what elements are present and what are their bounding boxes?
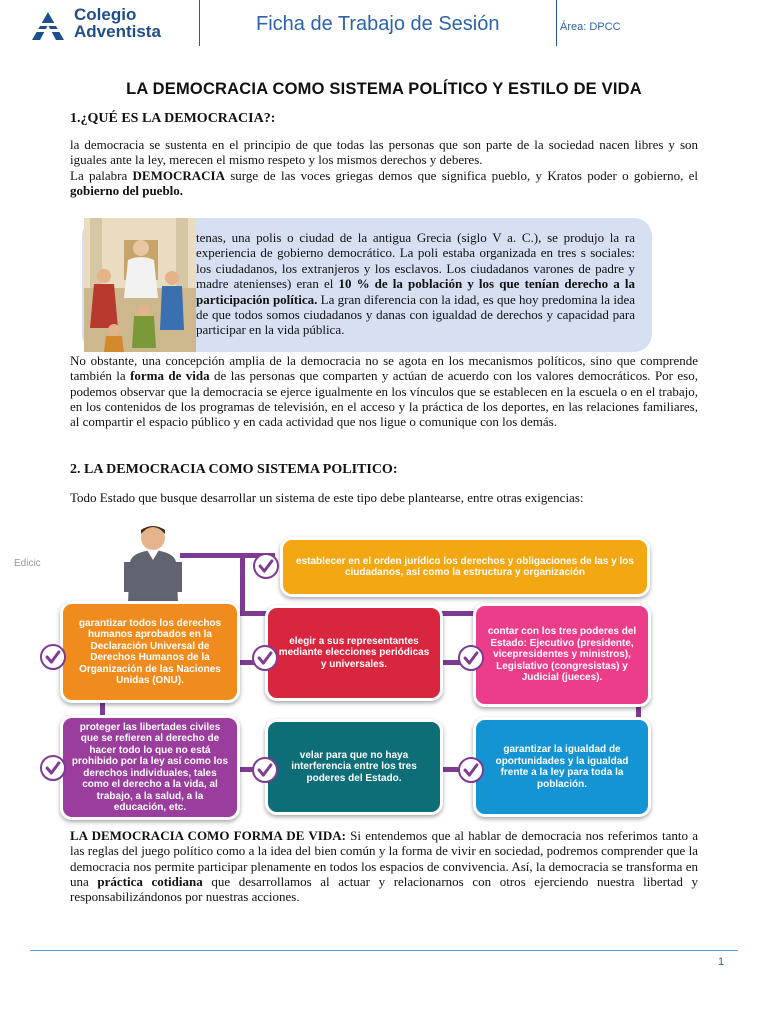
- school-name-line1: Colegio: [74, 5, 137, 24]
- check-icon: [40, 755, 66, 781]
- paragraph-definition: la democracia se sustenta en el principio de que todas las personas que son parte de la sociedad nacen libres y son iguales ante la ley, merecen el mismo respeto y los mismos derechos y deberes.: [70, 137, 698, 168]
- requirement-text: contar con los tres poderes del Estado: Ejecutivo (presidente, vicepresidentes y ministros), Legislativo (congresistas) y Judicial (jueces).: [487, 626, 637, 684]
- info-box-text: tenas, una polis o ciudad de la antigua Grecia (siglo V a. C.), se produjo la ra experiencia de gobierno democrático. La poli estaba organizada en tres s sociales: los ciudadanos, los extranjeros y los esclavos. Los ciudadanos varones de padre y madre atenienses) eran el 10 % de la población y los que tenían derecho a la participación política. La gran diferencia con la idad, es que hoy predomina la idea de que todos somos ciudadanos y danas con igualdad de derechos y capacidad para participar en la vida pública.: [196, 230, 635, 338]
- header-divider: [199, 0, 200, 46]
- paragraph-etymology: La palabra DEMOCRACIA surge de las voces griegas demos que significa pueblo, y Kratos poder o gobierno, el gobierno del pueblo.: [70, 168, 699, 199]
- paragraph-way-of-life: No obstante, una concepción amplia de la democracia no se agota en los mecanismos políticos, sino que comprende también la forma de vida de las personas que comparten y actúan de acuerdo con los valores democráticos. Por eso, podemos observar que la democracia se ejerce igualmente en los vínculos que se establecen en la escuela o en el trabajo, en los contenidos de los programas de televisión, en el acceso y la práctica de los deportes, en las relaciones familiares, al compartir el espacio público y en cada actividad que nos ligue o comunique con los demás.: [70, 353, 698, 430]
- school-name: [74, 6, 161, 40]
- header-area: Área: DPCC: [560, 21, 621, 33]
- requirement-card: [60, 601, 240, 703]
- requirement-card: [60, 715, 240, 820]
- check-icon: [458, 645, 484, 671]
- paragraph-daily-practice: LA DEMOCRACIA COMO FORMA DE VIDA: Si entendemos que al hablar de democracia nos referimos tanto a las reglas del juego político como a la idea del bien común y la forma de vivir en sociedad, podremos comprender que la democracia nos permite participar plenamente en todos los espacios de convivencia. Así, la democracia se transforma en una práctica cotidiana que desarrollamos al actuar y relacionarnos con otros ejerciendo nuestra libertad y responsabilizándonos por nuestras acciones.: [70, 828, 698, 905]
- check-icon: [252, 645, 278, 671]
- requirement-text: garantizar la igualdad de oportunidades y la igualdad frente a la ley para toda la población.: [495, 744, 629, 790]
- paragraph-requirements: Todo Estado que busque desarrollar un sistema de este tipo debe plantearse, entre otras exigencias:: [70, 490, 584, 505]
- requirement-card: [280, 537, 650, 597]
- check-icon: [253, 553, 279, 579]
- check-icon: [252, 757, 278, 783]
- school-name-line2: Adventista: [74, 22, 161, 41]
- footer-divider: [30, 950, 738, 951]
- requirement-card: [265, 605, 443, 701]
- requirement-text: velar para que no haya interferencia entre los tres poderes del Estado.: [291, 749, 417, 784]
- page-number: 1: [718, 956, 725, 968]
- connector-line: [240, 553, 245, 613]
- page-header: [0, 0, 768, 50]
- watermark-text: Edicic: [14, 558, 41, 569]
- page-title: LA DEMOCRACIA COMO SISTEMA POLÍTICO Y ESTILO DE VIDA: [126, 80, 642, 98]
- requirement-card: [473, 717, 651, 817]
- section-heading-1: 1.¿QUÉ ES LA DEMOCRACIA?:: [70, 111, 276, 126]
- infographic: [40, 515, 660, 825]
- requirement-text: establecer en el orden jurídico los derechos y obligaciones de las y los ciudadanos, así como la estructura y organización: [296, 555, 634, 578]
- check-icon: [458, 757, 484, 783]
- teacher-illustration: [120, 520, 186, 602]
- section-heading-2: 2. LA DEMOCRACIA COMO SISTEMA POLITICO:: [70, 462, 398, 477]
- check-icon: [40, 644, 66, 670]
- ancient-greece-illustration: [84, 218, 196, 352]
- header-divider: [556, 0, 557, 46]
- requirement-card: [473, 603, 651, 707]
- school-logo-icon: [30, 10, 66, 42]
- requirement-card: [265, 719, 443, 815]
- requirement-text: garantizar todos los derechos humanos aprobados en la Declaración Universal de Derechos Humanos de la Organización de las Naciones Unidas (ONU).: [78, 617, 222, 686]
- header-title: Ficha de Trabajo de Sesión: [256, 13, 500, 35]
- requirement-text: proteger las libertades civiles que se refieren al derecho de hacer todo lo que no está prohibido por la ley así como los derechos individuales, tales como el derecho a la vida, al trabajo, a la salud, a la educación, etc.: [71, 721, 229, 813]
- requirement-text: elegir a sus representantes mediante elecciones periódicas y universales.: [278, 635, 430, 670]
